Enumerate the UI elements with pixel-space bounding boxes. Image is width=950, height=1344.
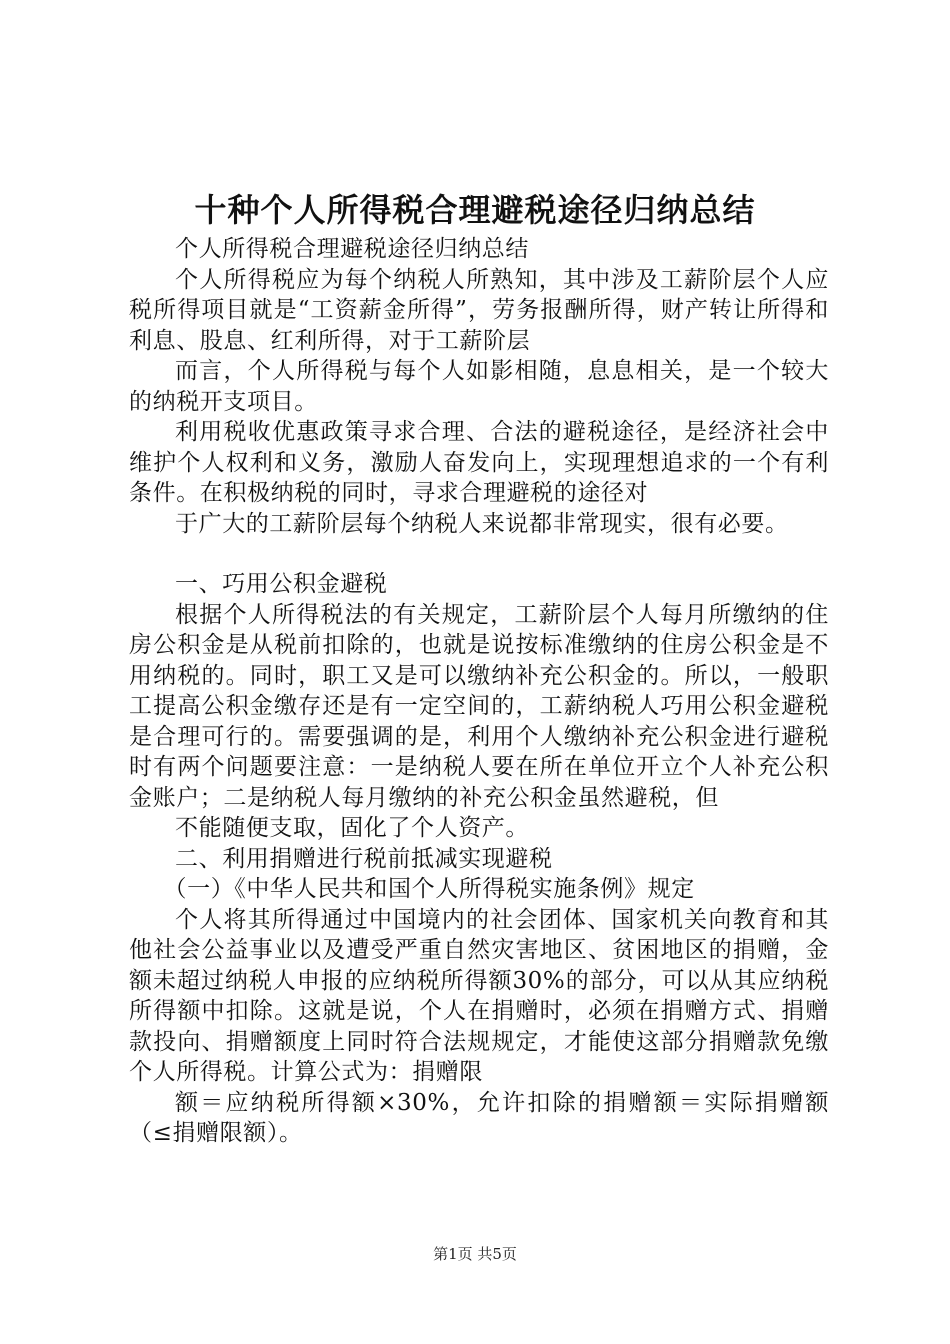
section-heading-2: 二、利用捐赠进行税前抵减实现避税 (175, 845, 553, 872)
section-heading-1: 一、巧用公积金避税 (175, 571, 388, 597)
document-title: 十种个人所得税合理避税途径归纳总结 (194, 191, 756, 229)
paragraph-section-1: 根据个人所得税法的有关规定，工薪阶层个人每月所缴纳的住房公积金是从税前扣除的，也就是说按标准缴纳的住房公积金是不用纳税的。同时，职工又是可以缴纳补充公积金的。所以，一般职工提高公积金缴存还是有一定空间的，工薪纳税人巧用公积金避税是合理可行的。需要强调的是，利用个人缴纳补充公积金进行避税时有两个问题要注意：一是纳税人要在所在单位开立个人补充公积金账户；二是纳税人每月缴纳的补充公积金虽然避税，但 (129, 601, 829, 811)
paragraph-intro-cont: 而言，个人所得税与每个人如影相随，息息相关，是一个较大的纳税开支项目。 (129, 358, 829, 415)
paragraph-purpose-cont: 于广大的工薪阶层每个纳税人来说都非常现实，很有必要。 (175, 510, 789, 537)
page-number: 第1页 共5页 (433, 1245, 517, 1263)
paragraph-section-2-cont: 额＝应纳税所得额×30%，允许扣除的捐赠额＝实际捐赠额（≤捐赠限额）。 (129, 1089, 829, 1146)
subsection-heading-2-1: （一）《中华人民共和国个人所得税实施条例》规定 (163, 876, 695, 902)
paragraph-subtitle: 个人所得税合理避税途径归纳总结 (175, 236, 529, 262)
paragraph-purpose: 利用税收优惠政策寻求合理、合法的避税途径，是经济社会中维护个人权利和义务，激励人奋发向上，实现理想追求的一个有利条件。在积极纳税的同时，寻求合理避税的途径对 (129, 419, 829, 506)
paragraph-intro: 个人所得税应为每个纳税人所熟知，其中涉及工薪阶层个人应税所得项目就是“工资薪金所得”，劳务报酬所得，财产转让所得和利息、股息、红利所得，对于工薪阶层 (129, 266, 829, 354)
document-body (129, 234, 829, 1149)
paragraph-section-2: 个人将其所得通过中国境内的社会团体、国家机关向教育和其他社会公益事业以及遭受严重自然灾害地区、贫困地区的捐赠，金额未超过纳税人申报的应纳税所得额30%的部分，可以从其应纳税所得额中扣除。这就是说，个人在捐赠时，必须在捐赠方式、捐赠款投向、捐赠额度上同时符合法规规定，才能使这部分捐赠款免缴个人所得税。计算公式为：捐赠限 (129, 906, 829, 1085)
paragraph-section-1-cont: 不能随便支取，固化了个人资产。 (175, 815, 529, 841)
